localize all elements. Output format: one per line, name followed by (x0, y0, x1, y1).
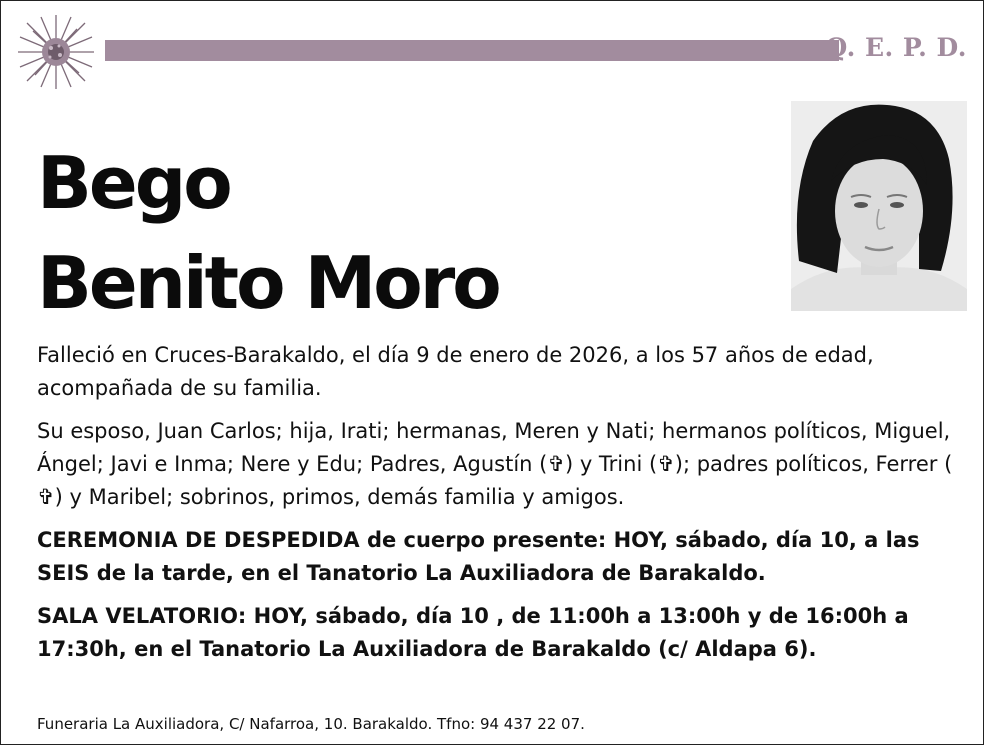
qepd-heading: Q. E. P. D. (825, 33, 967, 62)
cross-icon: ✞ (37, 485, 55, 509)
surnames: Benito Moro (37, 241, 499, 325)
deceased-name (37, 133, 499, 333)
notice-body (37, 339, 967, 676)
family-text-1: Su esposo, Juan Carlos; hija, Irati; hermanas, Meren y Nati; hermanos políticos, Miguel, Ángel; Javi e Inma; Nere y Edu; Padres, Agustín ( (37, 419, 951, 476)
ceremony-paragraph: CEREMONIA DE DESPEDIDA de cuerpo presente: HOY, sábado, día 10, a las SEIS de la tarde, en el Tanatorio La Auxiliadora de Barakaldo. (37, 528, 920, 585)
header-bar (105, 40, 839, 61)
family-text-2: ) y Trini ( (564, 452, 658, 476)
cross-icon: ✞ (657, 452, 675, 476)
wake-paragraph: SALA VELATORIO: HOY, sábado, día 10 , de 11:00h a 13:00h y de 16:00h a 17:30h, en el Tanatorio La Auxiliadora de Barakaldo (c/ Aldapa 6). (37, 604, 909, 661)
death-notice-paragraph: Falleció en Cruces-Barakaldo, el día 9 de enero de 2026, a los 57 años de edad, acompañada de su familia. (37, 343, 874, 400)
funeral-home-footer: Funeraria La Auxiliadora, C/ Nafarroa, 10. Barakaldo. Tfno: 94 437 22 07. (37, 715, 585, 733)
first-name: Bego (37, 141, 230, 225)
family-text-3: ); padres políticos, Ferrer ( (674, 452, 953, 476)
family-text-4: ) y Maribel; sobrinos, primos, demás familia y amigos. (54, 485, 625, 509)
family-paragraph (37, 415, 967, 514)
thistle-flower-icon (13, 11, 99, 93)
cross-icon: ✞ (547, 452, 565, 476)
portrait-photo (791, 101, 967, 311)
